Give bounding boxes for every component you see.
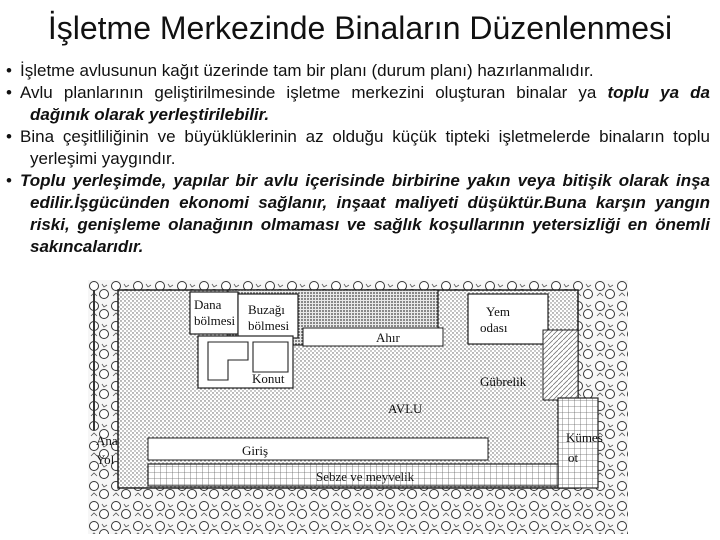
label-yol: Yol	[96, 452, 115, 467]
label-ana: Ana	[96, 433, 118, 448]
label-bolmesi-1: bölmesi	[194, 313, 236, 328]
bullet-item	[6, 82, 710, 126]
label-konut: Konut	[252, 371, 285, 386]
label-sebze: Sebze ve meyvelik	[316, 469, 415, 484]
feed-room	[468, 294, 548, 344]
page-title: İşletme Merkezinde Binaların Düzenlenmesi	[47, 10, 673, 46]
label-kumes-2: ot	[568, 450, 579, 465]
label-buzagi: Buzağı	[248, 302, 285, 317]
barn-label-area	[303, 328, 443, 346]
label-ahir: Ahır	[376, 330, 400, 345]
bullet-dot: •	[6, 171, 12, 190]
bullet-text: Avlu planlarının geliştirilmesinde işletme merkezini oluşturan binalar ya	[20, 83, 608, 102]
label-giris: Giriş	[242, 443, 268, 458]
bullet-list	[6, 60, 710, 258]
label-bolmesi-2: bölmesi	[248, 318, 290, 333]
label-dana: Dana	[194, 297, 222, 312]
farm-layout-diagram	[88, 280, 628, 534]
label-avlu: AVLU	[388, 401, 423, 416]
label-odasi: odası	[480, 320, 508, 335]
entrance-road	[148, 438, 488, 460]
bullet-dot: •	[6, 83, 12, 102]
bullet-dot: •	[6, 127, 12, 146]
bullet-text: İşletme avlusunun kağıt üzerinde tam bir planı (durum planı) hazırlanmalıdır.	[20, 61, 594, 80]
bullet-dot: •	[6, 61, 12, 80]
bullet-item	[6, 60, 710, 82]
bullet-item	[6, 170, 710, 258]
bullet-text: Bina çeşitliliğinin ve büyüklüklerinin az olduğu küçük tipteki işletmelerde binaların toplu yerleşimi yaygındır.	[20, 127, 710, 168]
label-gubrelik: Gübrelik	[480, 374, 527, 389]
bullet-item	[6, 126, 710, 170]
manure-area	[543, 330, 578, 400]
bullet-emphasis: toplu ya da dağınık olarak yerleştirilebilir.	[30, 83, 710, 124]
bullet-lead: Toplu yerleşimde, yapılar bir avlu içerisinde birbirine yakın veya bitişik olarak inşa edilir.	[20, 171, 710, 212]
bullet-emphasis: İşgücünden ekonomi sağlanır, inşaat maliyeti düşüktür.Buna karşın yangın riski, genişleme olanağının olmaması ve sağlık koşullarının yetersizliği en önemli sakıncalarıdır.	[30, 193, 710, 256]
label-kumes-1: Kümes	[566, 430, 603, 445]
label-yem: Yem	[486, 304, 510, 319]
